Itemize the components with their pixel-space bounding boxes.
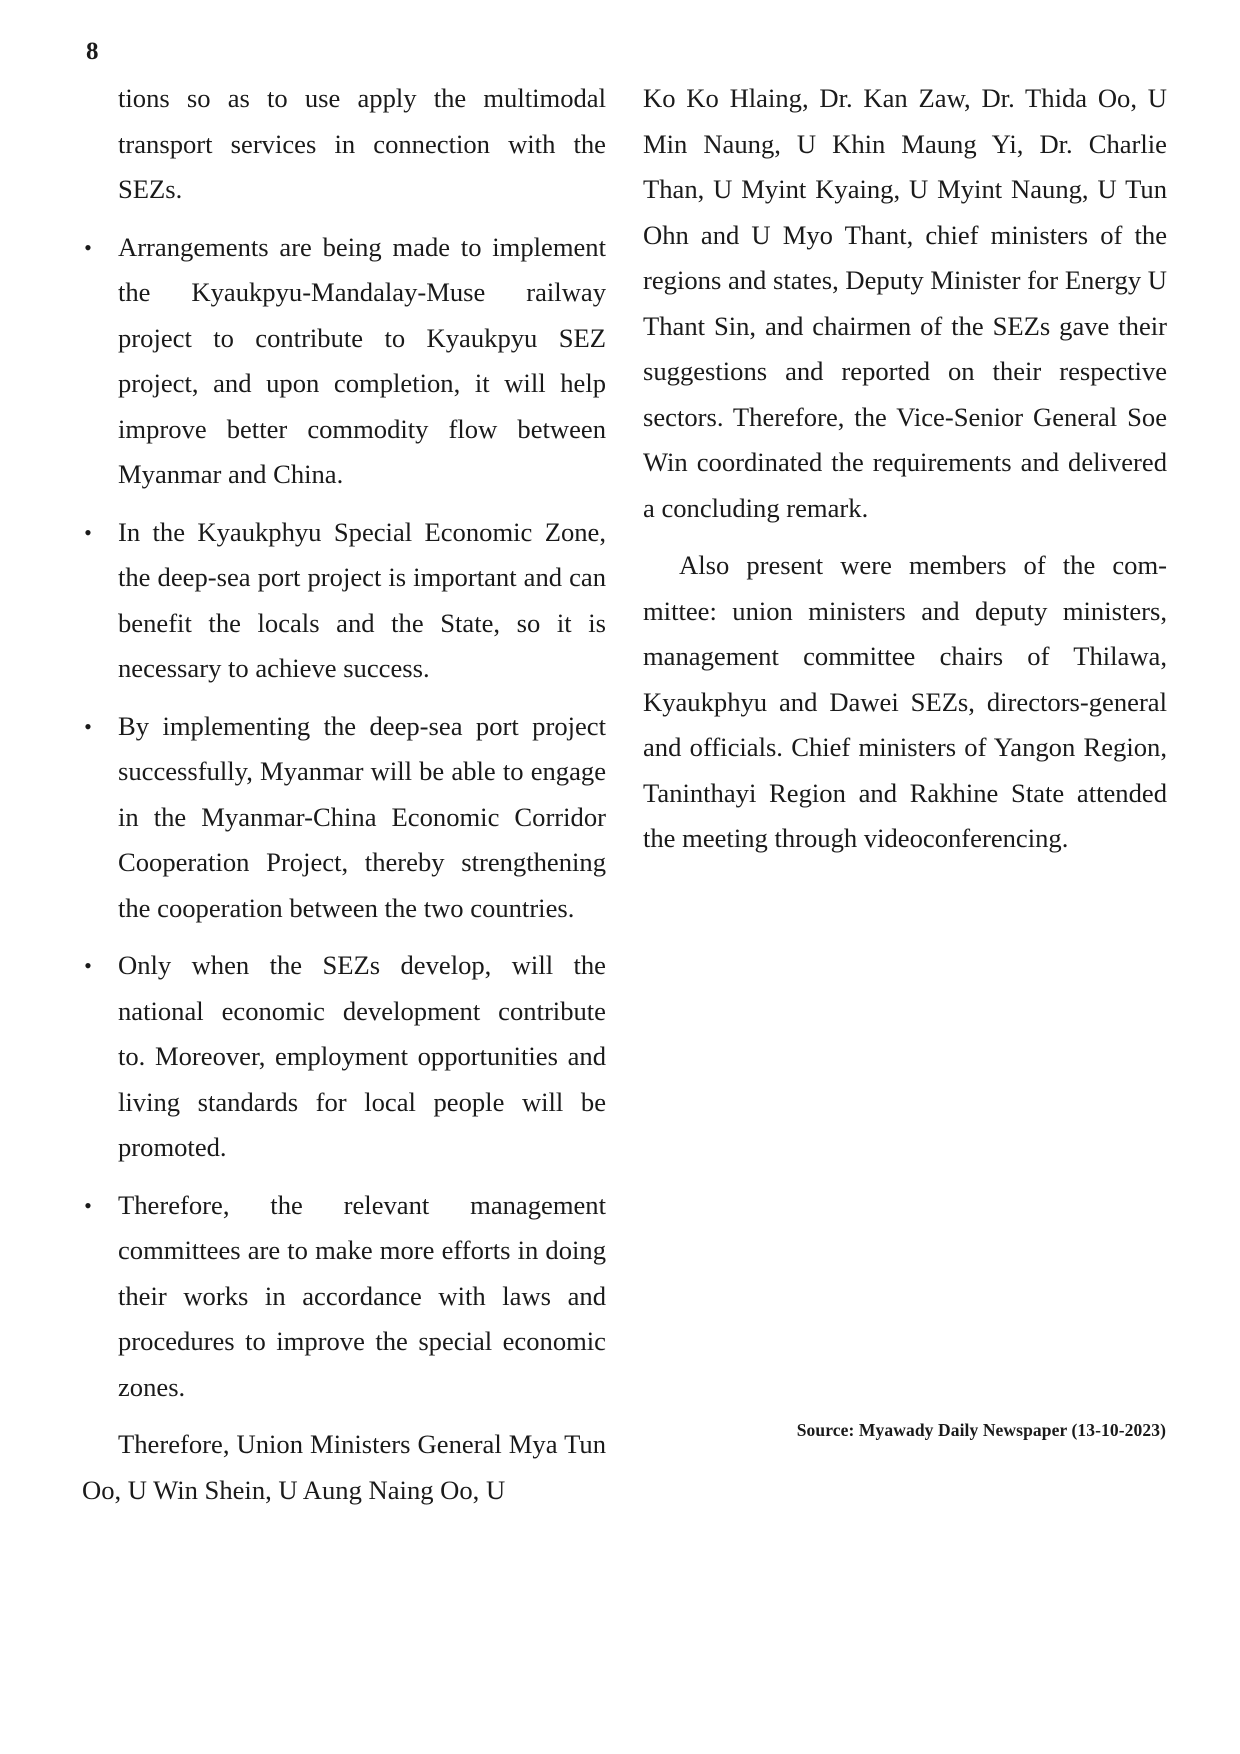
bullet-icon: •	[84, 1192, 92, 1218]
closing-paragraph: Therefore, Union Ministers General Mya Tun Oo, U Win Shein, U Aung Naing Oo, U	[82, 1429, 606, 1505]
also-present-paragraph: Also present were members of the committee: union ministers and deputy ministers, management committee chairs of Thilawa, Kyaukphyu and Dawei SEZs, directors-general and officials. Chief ministers of Yangon Region, Taninthayi Region and Rakhine State attended the meeting through videoconferencing.	[643, 550, 1167, 853]
page-number: 8	[86, 38, 99, 65]
bullet-text: Only when the SEZs develop, will the national economic development contribute to. Moreover, employment opportunities and living standards for local people will be promoted.	[118, 950, 606, 1162]
attendees-paragraph: Ko Ko Hlaing, Dr. Kan Zaw, Dr. Thida Oo, U Min Naung, U Khin Maung Yi, Dr. Charlie Than, U Myint Kyaing, U Myint Naung, U Tun Ohn and U Myo Thant, chief ministers of the regions and states, Deputy Minister for Energy U Thant Sin, and chairmen of the SEZs gave their suggestions and reported on their respective sectors. Therefore, the Vice-Senior General Soe Win coordinated the requirements and delivered a concluding remark.	[643, 83, 1167, 523]
bullet-item	[82, 1183, 606, 1411]
bullet-item	[82, 943, 606, 1171]
bullet-icon: •	[84, 234, 92, 260]
bullet-icon: •	[84, 713, 92, 739]
bullet-text: By implementing the deep-sea port project successfully, Myanmar will be able to engage in the Myanmar-China Economic Corridor Cooperation Project, thereby strengthening the cooperation between the two countries.	[118, 710, 606, 923]
bullet-item	[82, 510, 606, 692]
source-citation: Source: Myawady Daily Newspaper (13-10-2023)	[796, 1420, 1166, 1440]
bullet-item	[82, 704, 606, 932]
bullet-text: Therefore, the relevant management committees are to make more efforts in doing their works in accordance with laws and procedures to improve the special economic zones.	[118, 1189, 606, 1402]
bullet-text: Arrangements are being made to implement the Kyaukpyu-Mandalay-Muse railway project to contribute to Kyaukpyu SEZ project, and upon completion, it will help improve better commodity flow between Myanmar and China.	[118, 231, 606, 489]
bullet-text: In the Kyaukphyu Special Economic Zone, the deep-sea port project is important and can benefit the locals and the State, so it is necessary to achieve success.	[118, 516, 606, 683]
bullet-item	[82, 225, 606, 498]
bullet-icon: •	[84, 519, 92, 545]
bullet-icon: •	[84, 953, 92, 978]
right-column	[643, 76, 1167, 862]
left-column	[82, 76, 606, 1513]
continuation-paragraph: tions so as to use apply the multimodal transport services in connection with the SEZs.	[118, 83, 606, 204]
